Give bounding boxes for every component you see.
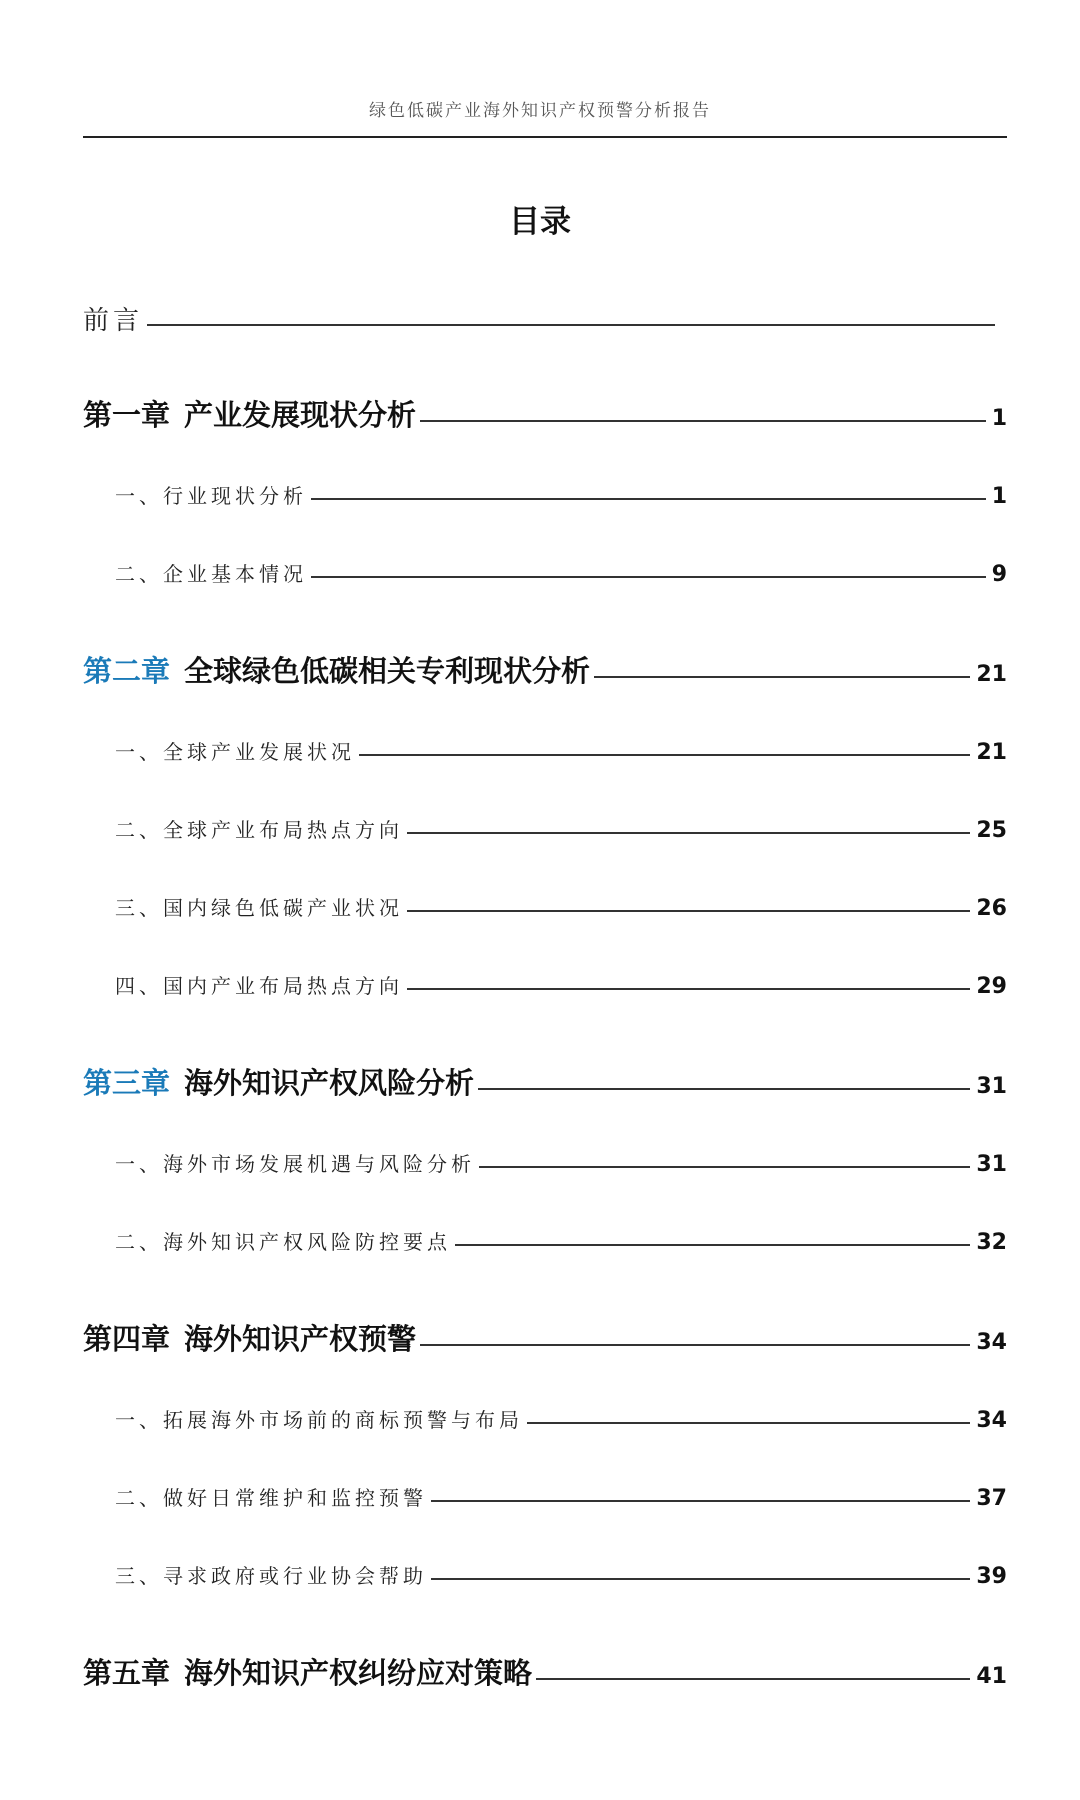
toc-chapter-1[interactable]	[83, 393, 1007, 434]
chapter-number: 第四章	[83, 1322, 171, 1356]
toc-page-number: 1	[991, 406, 1007, 431]
toc-page-number: 21	[976, 740, 1007, 765]
toc-page-number: 25	[976, 818, 1007, 843]
leader-line	[455, 1244, 970, 1246]
leader-line	[311, 498, 986, 500]
toc-page-number: 39	[976, 1564, 1007, 1589]
toc-section[interactable]	[83, 1560, 1007, 1589]
chapter-number: 第五章	[83, 1656, 171, 1690]
toc-section[interactable]	[83, 1148, 1007, 1177]
leader-line	[407, 910, 970, 912]
leader-line	[407, 988, 970, 990]
toc-section[interactable]	[83, 814, 1007, 843]
toc-section-label: 一、拓展海外市场前的商标预警与布局	[115, 1408, 523, 1432]
toc-section[interactable]	[83, 1226, 1007, 1255]
toc-section-label: 二、全球产业布局热点方向	[115, 818, 403, 842]
table-of-contents	[83, 0, 1007, 1800]
leader-line	[420, 1344, 970, 1346]
toc-page-number: 31	[976, 1152, 1007, 1177]
toc-chapter-label	[83, 1317, 416, 1358]
leader-line	[527, 1422, 970, 1424]
chapter-number: 第三章	[83, 1066, 171, 1100]
toc-section[interactable]	[83, 558, 1007, 587]
chapter-title: 海外知识产权风险分析	[184, 1066, 475, 1100]
toc-section-label: 一、全球产业发展状况	[115, 740, 355, 764]
toc-section[interactable]	[83, 480, 1007, 509]
leader-line	[479, 1166, 970, 1168]
toc-section-label: 二、海外知识产权风险防控要点	[115, 1230, 451, 1254]
toc-chapter-label	[83, 1061, 474, 1102]
toc-section-label: 四、国内产业布局热点方向	[115, 974, 403, 998]
leader-line	[311, 576, 986, 578]
toc-entry-label: 前言	[83, 306, 144, 336]
toc-chapter-5[interactable]	[83, 1651, 1007, 1692]
toc-chapter-3[interactable]	[83, 1061, 1007, 1102]
toc-page-number: 9	[991, 562, 1007, 587]
toc-page-number: 34	[976, 1408, 1007, 1433]
chapter-title: 海外知识产权纠纷应对策略	[184, 1656, 533, 1690]
toc-section-label: 一、海外市场发展机遇与风险分析	[115, 1152, 475, 1176]
chapter-title: 产业发展现状分析	[184, 398, 417, 432]
leader-line	[478, 1088, 970, 1090]
leader-line	[147, 324, 995, 326]
toc-section[interactable]	[83, 1404, 1007, 1433]
leader-line	[431, 1578, 970, 1580]
toc-page-number: 41	[976, 1664, 1007, 1689]
toc-chapter-label	[83, 1651, 532, 1692]
leader-line	[536, 1678, 970, 1680]
chapter-title: 全球绿色低碳相关专利现状分析	[184, 654, 591, 688]
leader-line	[594, 676, 970, 678]
leader-line	[359, 754, 970, 756]
toc-section[interactable]	[83, 1482, 1007, 1511]
leader-line	[431, 1500, 970, 1502]
toc-section[interactable]	[83, 970, 1007, 999]
chapter-number: 第二章	[83, 654, 171, 688]
toc-page-number: 29	[976, 974, 1007, 999]
toc-page-number: 34	[976, 1330, 1007, 1355]
toc-section-label: 三、寻求政府或行业协会帮助	[115, 1564, 427, 1588]
chapter-title: 海外知识产权预警	[184, 1322, 417, 1356]
toc-section[interactable]	[83, 736, 1007, 765]
toc-page-number: 37	[976, 1486, 1007, 1511]
toc-section-label: 二、做好日常维护和监控预警	[115, 1486, 427, 1510]
leader-line	[407, 832, 970, 834]
toc-page-number: 32	[976, 1230, 1007, 1255]
toc-section-label: 三、国内绿色低碳产业状况	[115, 896, 403, 920]
toc-chapter-label	[83, 393, 416, 434]
running-header: 绿色低碳产业海外知识产权预警分析报告	[369, 101, 711, 121]
leader-line	[420, 420, 986, 422]
toc-entry-preface[interactable]	[83, 300, 1007, 337]
toc-section[interactable]	[83, 892, 1007, 921]
chapter-number: 第一章	[83, 398, 171, 432]
toc-chapter-label	[83, 649, 590, 690]
toc-page-number: 26	[976, 896, 1007, 921]
toc-chapter-2[interactable]	[83, 649, 1007, 690]
toc-section-label: 二、企业基本情况	[115, 562, 307, 586]
toc-page-number: 31	[976, 1074, 1007, 1099]
toc-section-label: 一、行业现状分析	[115, 484, 307, 508]
toc-page-number: 1	[991, 484, 1007, 509]
toc-chapter-4[interactable]	[83, 1317, 1007, 1358]
toc-page-number: 21	[976, 662, 1007, 687]
toc-title: 目录	[509, 204, 571, 240]
